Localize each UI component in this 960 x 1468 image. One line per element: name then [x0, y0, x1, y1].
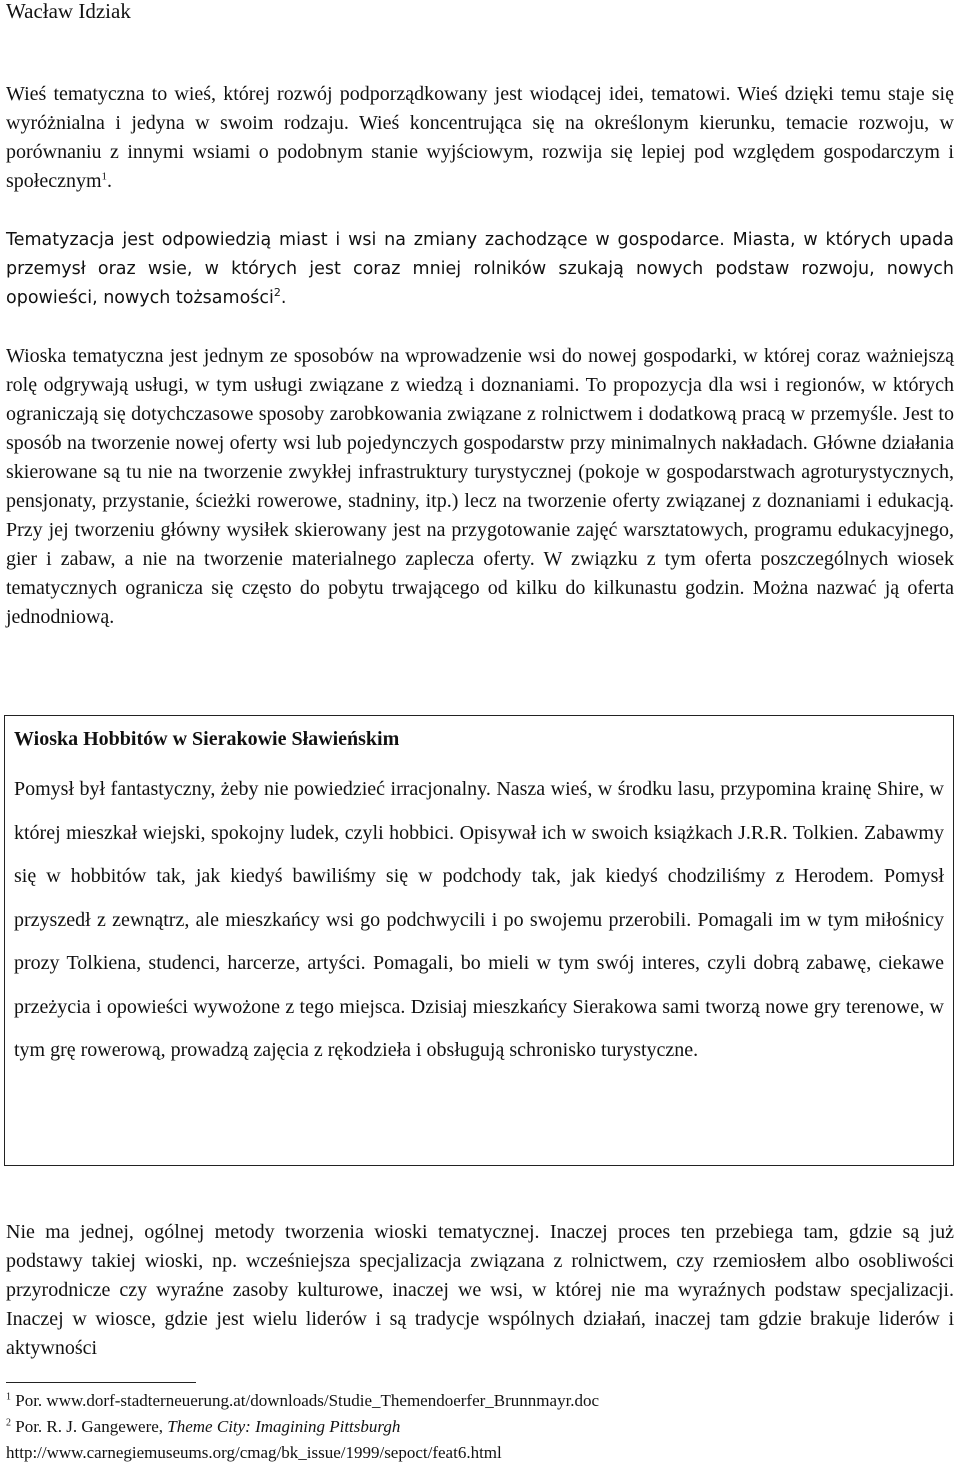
case-study-title: Wioska Hobbitów w Sierakowie Sławieńskim: [14, 728, 400, 750]
case-study-text: Pomysł był fantastyczny, żeby nie powiedzieć irracjonalny. Nasza wieś, w środku lasu, przypomina krainę Shire, w której mieszkał wiejski, spokojny ludek, czyli hobbici. Opisywał ich w swoich książkach J.R.R. Tolkien. Zabawmy się w hobbitów tak, jak kiedyś bawiliśmy się w podchody tak, jak kiedyś chodziliśmy z Herodem. Pomysł przyszedł z zewnątrz, ale mieszkańcy wsi go podchwycili i po swojemu przerobili. Pomagali im w tym miłośnicy prozy Tolkiena, studenci, harcerze, artyści. Pomagali, bo mieli w tym swój interes, czyli dobrą zabawę, ciekawe przeżycia i opowieści wywożone z tego miejsca. Dzisiaj mieszkańcy Sierakowa sami tworzą nowe gry terenowe, w tym grę rowerową, prowadzą zajęcia z rękodzieła i obsługują schronisko turystyczne.: [14, 778, 944, 1061]
footnote-ref-2[interactable]: 2: [273, 286, 281, 300]
case-study-box: [4, 715, 954, 1166]
footnote-2-prefix: Por. R. J. Gangewere,: [11, 1417, 168, 1436]
page-header-author: Wacław Idziak: [6, 0, 131, 23]
footnote-separator: [6, 1382, 196, 1383]
paragraph-thematization-text: Tematyzacja jest odpowiedzią miast i wsi na zmiany zachodzące w gospodarce. Miasta, w których upada przemysł oraz wsie, w których jest coraz mniej rolników szukają nowych podstaw rozwoju, nowych opowieści, nowych tożsamości: [6, 230, 954, 308]
footnote-2-url[interactable]: http://www.carnegiemuseums.org/cmag/bk_issue/1999/sepoct/feat6.html: [6, 1443, 502, 1462]
paragraph-thematization: [6, 226, 954, 313]
footnote-2: [6, 1416, 400, 1438]
paragraph-theme-village: Wioska tematyczna jest jednym ze sposobów na wprowadzenie wsi do nowej gospodarki, w której coraz ważniejszą rolę odgrywają usługi, w tym usługi związane z wiedzą i doznaniami. To propozycja dla wsi i regionów, w których ograniczają się dotychczasowe sposoby zarobkowania związane z rolnictwem i dodatkową pracą w przemyśle. Jest to sposób na tworzenie nowej oferty wsi lub pojedynczych gospodarstw przy minimalnych nakładach. Główne działania skierowane są tu nie na tworzenie zwykłej infrastruktury turystycznej (pokoje w gospodarstwach agroturystycznych, pensjonaty, przystanie, ścieżki rowerowe, stadniny, itp.) lecz na tworzenie oferty związanej z doznaniami i edukacją. Przy jej tworzeniu główny wysiłek skierowany jest na przygotowanie zajęć warsztatowych, programu edukacyjnego, gier i zabaw, a nie na tworzenie materialnego zaplecza oferty. W związku z tym oferta poszczególnych wiosek tematycznych ogranicza się często do pobytu trwającego od kilku do kilkunastu godzin. Można nazwać ją oferta jednodniową.: [6, 345, 954, 628]
paragraph-intro-text: Wieś tematyczna to wieś, której rozwój podporządkowany jest wiodącej idei, tematowi. Wieś dzięki temu staje się wyróżnialna i jedyna w swoim rodzaju. Wieś koncentrująca się na określonym kierunku, temacie rozwoju, w porównaniu z innymi wsiami o podobnym stanie wyjściowym, rozwija się lepiej pod względem gospodarczym i społecznym: [6, 83, 954, 192]
footnote-1-text: Por. www.dorf-stadterneuerung.at/downloads/Studie_Themendoerfer_Brunnmayr.doc: [11, 1391, 600, 1410]
footnote-2-number: 2: [6, 1417, 11, 1429]
paragraph-intro: [6, 80, 954, 196]
footnote-1: [6, 1390, 599, 1412]
footnote-2-title: Theme City: Imagining Pittsburgh: [167, 1417, 401, 1436]
paragraph-thematization-end: .: [280, 288, 287, 308]
footnote-1-number: 1: [6, 1391, 11, 1403]
paragraph-method: Nie ma jednej, ogólnej metody tworzenia wioski tematycznej. Inaczej proces ten przebiega tam, gdzie są już podstawy takiej wioski, np. wcześniejsza specjalizacja związana z rolnictwem, czy rzemiosłem albo osobliwości przyrodnicze czy wyraźne zasoby kulturowe, inaczej we wsi, w której nie ma wyraźnych podstaw specjalizacji. Inaczej w wiosce, gdzie jest wielu liderów i są tradycje wspólnych działań, inaczej tam gdzie brakuje liderów i aktywności: [6, 1221, 954, 1359]
footnote-ref-1[interactable]: 1: [101, 170, 108, 183]
paragraph-intro-end: .: [107, 170, 113, 192]
